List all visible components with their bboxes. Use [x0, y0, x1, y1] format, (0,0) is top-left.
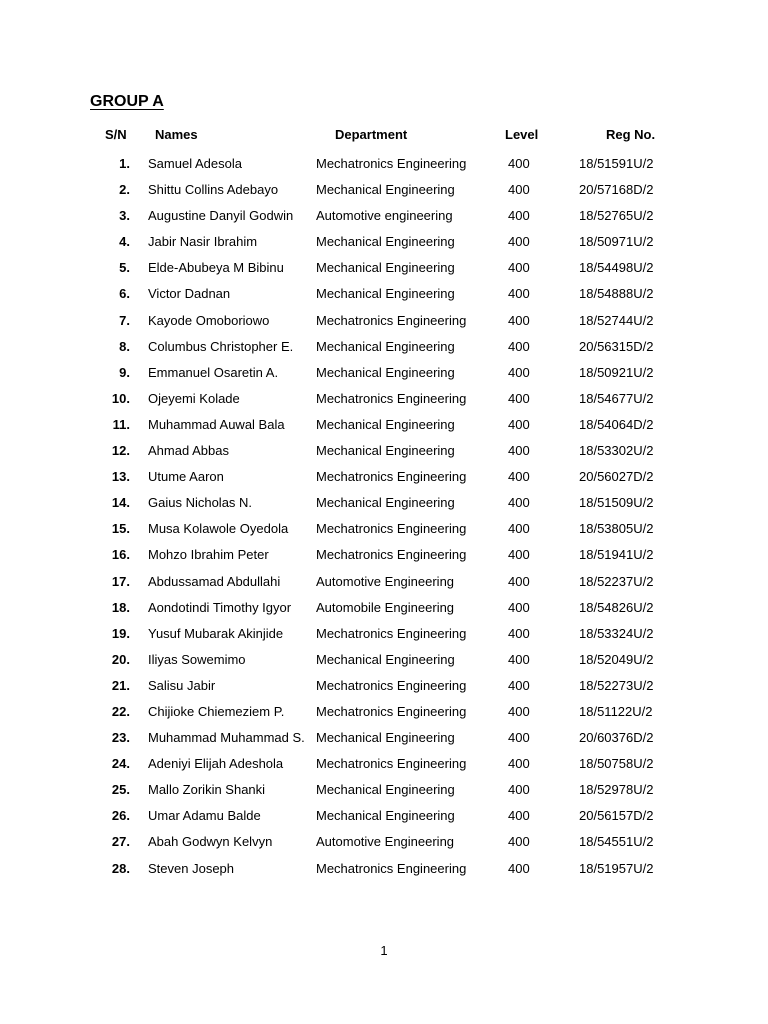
row-sn: 5.: [119, 260, 130, 276]
row-sn: 4.: [119, 234, 130, 250]
row-level: 400: [508, 156, 530, 171]
group-title: GROUP A: [90, 93, 164, 110]
row-name: Samuel Adesola: [148, 156, 242, 171]
table-row: [0, 339, 768, 365]
row-sn: 6.: [119, 286, 130, 302]
row-level: 400: [508, 573, 530, 589]
row-department: Mechatronics Engineering: [316, 312, 467, 328]
row-department: Automotive engineering: [316, 208, 453, 224]
table-row: [0, 704, 768, 730]
table-row: [0, 417, 768, 443]
row-reg-no: 18/52765U/2: [579, 208, 654, 224]
row-name: Victor Dadnan: [148, 286, 231, 302]
row-level: 400: [508, 182, 530, 198]
table-row: [0, 834, 768, 860]
student-list: [0, 156, 768, 887]
row-department: Mechanical Engineering: [316, 651, 455, 667]
table-row: [0, 626, 768, 652]
table-row: [0, 208, 768, 234]
header-department: Department: [335, 127, 408, 142]
row-reg-no: 18/53324U/2: [579, 625, 654, 641]
row-level: 400: [508, 547, 530, 563]
row-department: Mechatronics Engineering: [316, 677, 467, 693]
table-row: [0, 286, 768, 312]
row-level: 400: [508, 860, 530, 876]
row-level: 400: [508, 651, 530, 667]
row-department: Mechanical Engineering: [316, 260, 455, 276]
row-department: Mechanical Engineering: [316, 182, 455, 198]
row-reg-no: 20/60376D/2: [579, 730, 654, 746]
row-reg-no: 20/56315D/2: [579, 338, 654, 354]
row-sn: 8.: [119, 338, 130, 354]
row-level: 400: [508, 286, 530, 302]
row-department: Mechatronics Engineering: [316, 860, 467, 876]
row-sn: 19.: [111, 625, 130, 641]
row-name: Aondotindi Timothy Igyor: [148, 599, 292, 615]
table-row: [0, 391, 768, 417]
row-reg-no: 18/54064D/2: [579, 416, 654, 432]
row-name: Yusuf Mubarak Akinjide: [148, 625, 284, 641]
table-row: [0, 782, 768, 808]
table-row: [0, 260, 768, 286]
table-row: [0, 156, 768, 182]
header-sn: S/N: [105, 127, 127, 142]
row-reg-no: 20/57168D/2: [579, 182, 654, 198]
row-reg-no: 18/54551U/2: [579, 834, 654, 850]
row-department: Mechanical Engineering: [316, 808, 455, 824]
row-reg-no: 18/50921U/2: [579, 364, 654, 380]
table-row: [0, 808, 768, 834]
row-reg-no: 18/51122U/2: [579, 703, 653, 719]
row-name: Chijioke Chiemeziem P.: [148, 703, 285, 719]
row-sn: 18.: [111, 599, 130, 615]
row-reg-no: 18/51941U/2: [579, 547, 654, 563]
table-row: [0, 730, 768, 756]
row-department: Mechatronics Engineering: [316, 756, 467, 772]
row-level: 400: [508, 443, 530, 459]
row-reg-no: 18/52744U/2: [579, 312, 654, 328]
header-level: Level: [505, 127, 539, 142]
row-sn: 21.: [111, 677, 130, 693]
row-name: Elde-Abubeya M Bibinu: [148, 260, 284, 276]
row-reg-no: 18/51957U/2: [579, 860, 654, 876]
table-row: [0, 182, 768, 208]
row-level: 400: [508, 260, 530, 276]
table-row: [0, 861, 768, 887]
row-name: Abdussamad Abdullahi: [148, 573, 281, 589]
row-department: Mechatronics Engineering: [316, 547, 467, 563]
row-sn: 16.: [111, 547, 130, 563]
row-department: Mechatronics Engineering: [316, 156, 467, 171]
row-name: Gaius Nicholas N.: [148, 495, 253, 511]
table-row: [0, 234, 768, 260]
table-row: [0, 547, 768, 573]
row-department: Mechanical Engineering: [316, 234, 455, 250]
header-reg-no: Reg No.: [606, 127, 656, 142]
row-level: 400: [508, 338, 530, 354]
row-reg-no: 18/53302U/2: [579, 443, 654, 459]
row-department: Mechatronics Engineering: [316, 469, 467, 485]
row-department: Mechatronics Engineering: [316, 521, 467, 537]
row-level: 400: [508, 703, 530, 719]
row-reg-no: 18/50971U/2: [579, 234, 654, 250]
row-name: Steven Joseph: [148, 860, 235, 876]
row-reg-no: 20/56157D/2: [579, 808, 654, 824]
row-reg-no: 18/52049U/2: [579, 651, 654, 667]
row-sn: 25.: [111, 782, 130, 798]
row-reg-no: 18/52273U/2: [579, 677, 654, 693]
row-level: 400: [508, 834, 530, 850]
row-level: 400: [508, 521, 530, 537]
row-level: 400: [508, 808, 530, 824]
row-sn: 17.: [111, 573, 130, 589]
table-row: [0, 652, 768, 678]
row-level: 400: [508, 782, 530, 798]
row-department: Mechanical Engineering: [316, 782, 455, 798]
row-sn: 23.: [111, 730, 130, 746]
table-row: [0, 756, 768, 782]
table-header: [0, 127, 768, 147]
row-level: 400: [508, 599, 530, 615]
row-department: Mechanical Engineering: [316, 286, 455, 302]
row-sn: 22.: [111, 703, 130, 719]
row-department: Automotive Engineering: [316, 834, 455, 850]
table-row: [0, 365, 768, 391]
row-name: Emmanuel Osaretin A.: [148, 364, 279, 380]
row-sn: 24.: [111, 756, 130, 772]
row-department: Mechanical Engineering: [316, 364, 455, 380]
row-name: Ojeyemi Kolade: [148, 390, 240, 406]
row-level: 400: [508, 677, 530, 693]
row-department: Mechatronics Engineering: [316, 390, 467, 406]
row-reg-no: 18/53805U/2: [579, 521, 654, 537]
row-department: Mechanical Engineering: [316, 443, 455, 459]
row-level: 400: [508, 364, 530, 380]
table-row: [0, 313, 768, 339]
row-level: 400: [508, 469, 530, 485]
row-reg-no: 18/54498U/2: [579, 260, 654, 276]
page-number: 1: [380, 943, 388, 958]
row-sn: 11.: [112, 416, 130, 432]
row-reg-no: 18/51591U/2: [579, 156, 654, 171]
row-reg-no: 20/56027D/2: [579, 469, 654, 485]
row-name: Umar Adamu Balde: [148, 808, 261, 824]
row-reg-no: 18/54888U/2: [579, 286, 654, 302]
row-department: Mechanical Engineering: [316, 416, 455, 432]
row-department: Mechanical Engineering: [316, 730, 455, 746]
row-level: 400: [508, 234, 530, 250]
row-reg-no: 18/52237U/2: [579, 573, 654, 589]
row-level: 400: [508, 756, 530, 772]
row-sn: 2.: [119, 182, 130, 198]
row-department: Automotive Engineering: [316, 573, 455, 589]
row-name: Kayode Omoboriowo: [148, 312, 270, 328]
row-sn: 26.: [111, 808, 130, 824]
row-name: Augustine Danyil Godwin: [148, 208, 294, 224]
row-sn: 12.: [111, 443, 130, 459]
row-level: 400: [508, 312, 530, 328]
row-name: Musa Kolawole Oyedola: [148, 521, 289, 537]
row-level: 400: [508, 730, 530, 746]
row-name: Jabir Nasir Ibrahim: [148, 234, 258, 250]
row-sn: 7.: [119, 312, 130, 328]
table-row: [0, 469, 768, 495]
row-department: Mechatronics Engineering: [316, 625, 467, 641]
row-sn: 28.: [111, 860, 130, 876]
row-sn: 14.: [111, 495, 130, 511]
row-sn: 27.: [111, 834, 130, 850]
row-level: 400: [508, 416, 530, 432]
row-name: Columbus Christopher E.: [148, 338, 294, 354]
row-department: Mechanical Engineering: [316, 495, 455, 511]
row-name: Mallo Zorikin Shanki: [148, 782, 266, 798]
row-name: Iliyas Sowemimo: [148, 651, 246, 667]
row-name: Shittu Collins Adebayo: [148, 182, 279, 198]
row-name: Mohzo Ibrahim Peter: [148, 547, 269, 563]
row-level: 400: [508, 208, 530, 224]
row-level: 400: [508, 625, 530, 641]
row-reg-no: 18/52978U/2: [579, 782, 654, 798]
table-row: [0, 495, 768, 521]
row-sn: 1.: [119, 156, 130, 171]
table-row: [0, 574, 768, 600]
row-sn: 3.: [119, 208, 130, 224]
row-department: Automobile Engineering: [316, 599, 455, 615]
row-name: Ahmad Abbas: [148, 443, 229, 459]
table-row: [0, 443, 768, 469]
header-names: Names: [155, 127, 198, 142]
row-name: Muhammad Muhammad S.: [148, 730, 305, 746]
row-department: Mechanical Engineering: [316, 338, 455, 354]
row-reg-no: 18/54826U/2: [579, 599, 654, 615]
row-department: Mechatronics Engineering: [316, 703, 467, 719]
row-level: 400: [508, 390, 530, 406]
row-sn: 9.: [119, 364, 130, 380]
row-reg-no: 18/54677U/2: [579, 390, 654, 406]
row-sn: 10.: [111, 390, 130, 406]
row-level: 400: [508, 495, 530, 511]
row-reg-no: 18/51509U/2: [579, 495, 654, 511]
row-name: Adeniyi Elijah Adeshola: [148, 756, 284, 772]
table-row: [0, 600, 768, 626]
row-name: Abah Godwyn Kelvyn: [148, 834, 273, 850]
row-name: Utume Aaron: [148, 469, 224, 485]
table-row: [0, 678, 768, 704]
row-name: Muhammad Auwal Bala: [148, 416, 285, 432]
row-sn: 15.: [111, 521, 130, 537]
table-row: [0, 521, 768, 547]
row-name: Salisu Jabir: [148, 677, 216, 693]
row-sn: 13.: [111, 469, 130, 485]
row-sn: 20.: [111, 651, 130, 667]
row-reg-no: 18/50758U/2: [579, 756, 654, 772]
